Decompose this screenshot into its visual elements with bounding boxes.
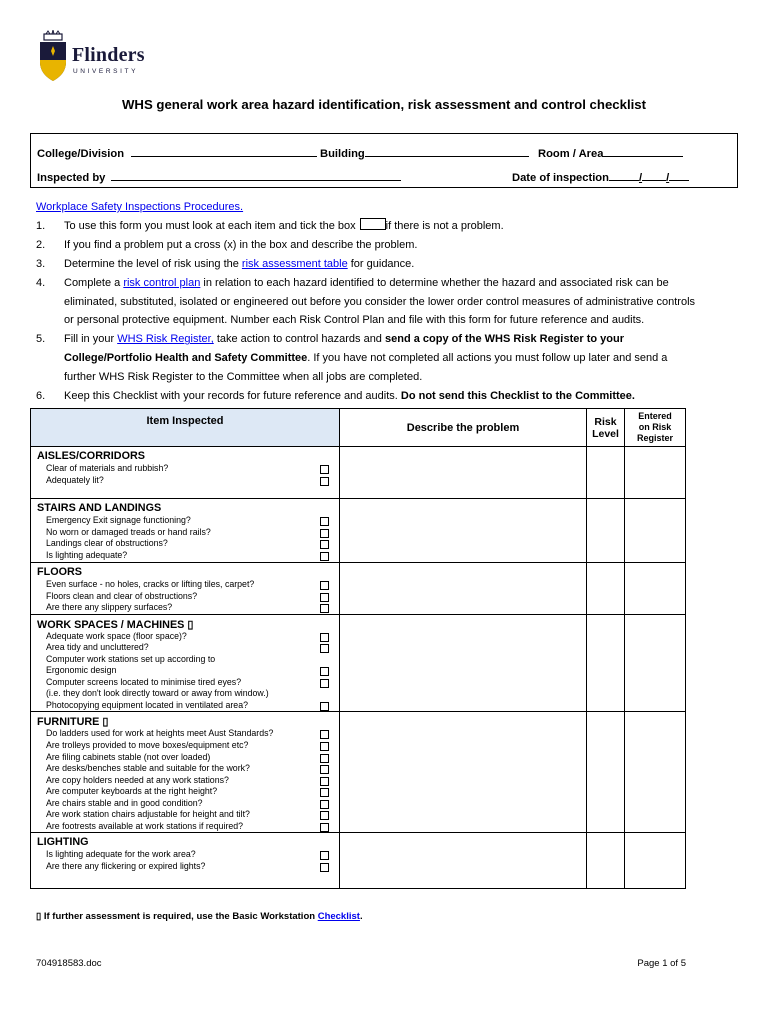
item-inspected-cell [31,499,340,563]
describe-problem-cell[interactable] [340,499,587,563]
instruction-text: Complete a [64,276,124,289]
instruction-number: 5. [36,333,46,346]
instruction-emphasis: College/Portfolio Health and Safety Committee [64,352,308,365]
instruction-number: 4. [36,276,46,289]
section-title: LIGHTING [37,836,89,849]
checklist-checkbox[interactable] [320,644,329,653]
date-separator: / [638,172,643,184]
instruction-text: If you find a problem put a cross (x) in the box and describe the problem. [64,238,418,251]
logo-wordmark: Flinders [72,44,145,66]
checklist-item [31,550,339,562]
section-title: STAIRS AND LANDINGS [37,502,162,514]
item-inspected-cell [31,614,340,712]
inspected-by-blank[interactable] [111,169,401,181]
checklist-checkbox[interactable] [320,863,329,872]
item-inspected-cell [31,712,340,833]
checklist-item [31,538,339,550]
checklist-section-row [31,563,686,615]
footnote [36,911,363,922]
entered-register-cell[interactable] [625,447,686,499]
checklist-item [31,728,339,740]
risk-level-cell[interactable] [587,499,625,563]
checklist-item-label: Are there any slippery surfaces? [46,602,173,613]
date-field[interactable] [512,169,689,184]
section-title: WORK SPACES / MACHINES ▯ [37,618,194,631]
checklist-item [31,809,339,821]
date-year-blank[interactable] [669,169,689,181]
instructions [36,198,736,406]
section-title: FURNITURE ▯ [37,716,109,729]
checklist-item [31,821,339,833]
checklist-checkbox[interactable] [320,851,329,860]
describe-problem-cell[interactable] [340,447,587,499]
instruction-number: 6. [36,390,46,403]
checklist-item [31,775,339,787]
instruction-text: Determine the level of risk using the [64,257,242,270]
checklist-item-label: Is lighting adequate? [46,549,128,560]
instruction-6 [36,387,736,406]
checklist-checkbox[interactable] [320,667,329,676]
instruction-number: 1. [36,219,46,232]
checklist-section-row [31,833,686,889]
checklist-item-label: No worn or damaged treads or hand rails? [46,526,211,537]
instruction-emphasis: Do not send this Checklist to the Committee. [400,390,635,403]
checklist-item [31,688,339,700]
checklist-item-label: Area tidy and uncluttered? [46,642,149,653]
checklist-checkbox[interactable] [320,593,329,602]
logo-subline: UNIVERSITY [73,68,139,75]
instruction-text: . If you have not completed all actions you must follow up later and send a [307,352,668,365]
checklist-checkbox[interactable] [320,517,329,526]
checklist-checkbox[interactable] [320,765,329,774]
checklist-section-row [31,614,686,712]
entered-register-cell[interactable] [625,614,686,712]
checklist-item-label: Computer work stations set up according to [46,653,216,664]
entered-register-cell[interactable] [625,712,686,833]
entered-register-cell[interactable] [625,499,686,563]
column-header-entered [625,409,686,447]
checklist-checkbox[interactable] [320,742,329,751]
item-inspected-cell [31,833,340,889]
instruction-1 [36,217,736,236]
describe-problem-cell[interactable] [340,563,587,615]
checklist-item-label: Photocopying equipment located in ventilated area? [46,699,248,710]
college-label: College/Division [37,148,125,160]
crest-icon [38,30,68,82]
checklist-checkbox[interactable] [320,604,329,613]
instruction-number: 2. [36,238,46,251]
date-month-blank[interactable] [642,169,666,181]
checklist-checkbox[interactable] [320,552,329,561]
instruction-text: take action to control hazards and [213,333,385,346]
page-number: Page 1 of 5 [637,958,686,969]
college-field[interactable] [37,145,317,160]
instruction-text: in relation to each hazard identified to determine whether the hazard and associated risk can be [200,276,669,289]
checklist-item-label: Adequate work space (floor space)? [46,630,187,641]
footnote-text: ▯ If further assessment is required, use the Basic Workstation [36,911,318,922]
footnote-text: . [359,911,363,922]
entered-header-line: Entered [638,411,672,421]
checklist-item [31,849,339,861]
checklist-checkbox[interactable] [320,702,329,711]
instruction-emphasis: send a copy of the WHS Risk Register to your [384,333,624,346]
checklist-checkbox[interactable] [320,540,329,549]
checklist-item [31,527,339,539]
checklist-checkbox[interactable] [320,730,329,739]
checklist-item-label: Are filing cabinets stable (not over loaded) [46,751,211,762]
checklist-checkbox[interactable] [320,811,329,820]
inspected-by-label: Inspected by [37,172,106,184]
college-blank[interactable] [131,145,317,157]
entered-register-cell[interactable] [625,833,686,889]
checklist-item-label: Adequately lit? [46,474,104,485]
checklist-item-label: Are footrests available at work stations if required? [46,820,244,831]
checklist-item [31,475,339,487]
checklist-item [31,642,339,654]
risk-control-plan-link[interactable]: risk control plan [123,276,201,289]
room-blank[interactable] [603,145,683,157]
checklist-item-label: Are desks/benches stable and suitable for the work? [46,763,250,774]
checklist-item-label: Landings clear of obstructions? [46,538,168,549]
checklist-item-label: Are chairs stable and in good condition? [46,797,203,808]
checklist-item [31,654,339,666]
checklist-section-row [31,447,686,499]
page-title: WHS general work area hazard identification, risk assessment and control checklist [121,97,646,112]
checklist-checkbox[interactable] [320,633,329,642]
checklist-item-label: Is lighting adequate for the work area? [46,849,196,860]
inspection-info-box [30,133,738,188]
checklist-item [31,752,339,764]
section-title: FLOORS [37,566,82,578]
workplace-procedures-link[interactable]: Workplace Safety Inspections Procedures. [36,201,244,213]
risk-assessment-table-link[interactable]: risk assessment table [241,257,348,270]
checklist-checkbox[interactable] [320,529,329,538]
checklist-item-label: Computer screens located to minimise tired eyes? [46,676,242,687]
checklist-item-label: Are trolleys provided to move boxes/equipment etc? [46,740,249,751]
column-header-item: Item Inspected [31,409,340,447]
entered-header-line: on Risk [638,422,672,432]
checklist-item [31,798,339,810]
checklist-item-label: Do ladders used for work at heights meet Aust Standards? [46,728,274,739]
checklist-item [31,515,339,527]
checklist-checkbox[interactable] [320,477,329,486]
checklist-item [31,631,339,643]
date-separator: / [666,172,670,184]
checklist-checkbox[interactable] [320,679,329,688]
checklist-item-label: Clear of materials and rubbish? [46,463,169,473]
risk-level-cell[interactable] [587,447,625,499]
checklist-checkbox[interactable] [320,788,329,797]
instruction-text: if there is not a problem. [385,219,504,232]
instruction-text: Fill in your [64,333,118,346]
instruction-2 [36,236,736,255]
instruction-text: eliminated, substituted, isolated or engineered out before you consider the lower order control measures of administrative controls [64,295,696,308]
building-label: Building [320,148,365,160]
column-header-describe: Describe the problem [340,409,587,447]
section-title: AISLES/CORRIDORS [37,450,145,462]
risk-header-line: Risk [594,415,617,428]
document-id: 704918583.doc [36,958,102,969]
university-logo [38,30,148,82]
instruction-5 [36,330,736,387]
entered-header-line: Register [636,433,673,443]
instruction-number: 3. [36,257,46,270]
checklist-item [31,665,339,677]
checklist-item [31,579,339,591]
instruction-text: further WHS Risk Register to the Committee when all jobs are completed. [64,371,423,384]
risk-level-cell[interactable] [587,614,625,712]
describe-problem-cell[interactable] [340,712,587,833]
risk-level-cell[interactable] [587,833,625,889]
checklist-item [31,463,339,475]
checklist-item-label: Even surface - no holes, cracks or lifting tiles, carpet? [46,579,255,589]
instruction-text: or personal protective equipment. Number each Risk Control Plan and file with this form for future reference and audits. [64,314,645,327]
checklist-item [31,677,339,689]
date-label: Date of inspection [512,172,609,184]
instruction-3 [36,255,736,274]
checklist-item [31,602,339,614]
checklist-checkbox[interactable] [320,800,329,809]
checklist-item-label: Are computer keyboards at the right height? [46,786,218,797]
whs-risk-register-link[interactable]: WHS Risk Register, [117,333,214,346]
room-label: Room / Area [538,148,604,160]
checklist-section-row [31,499,686,563]
hazard-checklist-table [30,408,686,889]
column-header-risk-level [587,409,625,447]
instruction-text: To use this form you must look at each item and tick the box [64,219,356,232]
entered-register-cell[interactable] [625,563,686,615]
instruction-text: Keep this Checklist with your records for future reference and audits. [64,390,401,403]
risk-header-line: Level [592,427,619,440]
building-blank[interactable] [365,145,529,157]
checklist-item [31,786,339,798]
checklist-checkbox[interactable] [320,823,329,832]
checklist-item-label: Ergonomic design [46,665,117,676]
checklist-item [31,740,339,752]
checklist-section-row [31,712,686,833]
item-inspected-cell [31,563,340,615]
checklist-item [31,591,339,603]
risk-level-cell[interactable] [587,563,625,615]
instruction-4 [36,274,736,331]
example-tick-box [360,218,386,230]
date-day-blank[interactable] [609,169,639,181]
checklist-item-label: (i.e. they don't look directly toward or away from window.) [46,688,269,699]
checklist-checkbox[interactable] [320,581,329,590]
checklist-item [31,861,339,873]
checklist-item [31,763,339,775]
checklist-checkbox[interactable] [320,465,329,474]
building-field[interactable] [320,145,529,160]
describe-problem-cell[interactable] [340,833,587,889]
instruction-text: for guidance. [347,257,415,270]
inspected-by-field[interactable] [37,169,401,184]
checklist-item-label: Are work station chairs adjustable for height and tilt? [46,809,250,820]
checklist-item-label: Emergency Exit signage functioning? [46,515,191,525]
room-field[interactable] [538,145,683,160]
checklist-item [31,700,339,712]
checklist-item-label: Floors clean and clear of obstructions? [46,590,198,601]
checklist-checkbox[interactable] [320,754,329,763]
basic-workstation-checklist-link[interactable]: Checklist [317,911,360,922]
checklist-item-label: Are copy holders needed at any work stations? [46,774,229,785]
describe-problem-cell[interactable] [340,614,587,712]
checklist-item-label: Are there any flickering or expired lights? [46,861,206,872]
checklist-checkbox[interactable] [320,777,329,786]
item-inspected-cell [31,447,340,499]
risk-level-cell[interactable] [587,712,625,833]
